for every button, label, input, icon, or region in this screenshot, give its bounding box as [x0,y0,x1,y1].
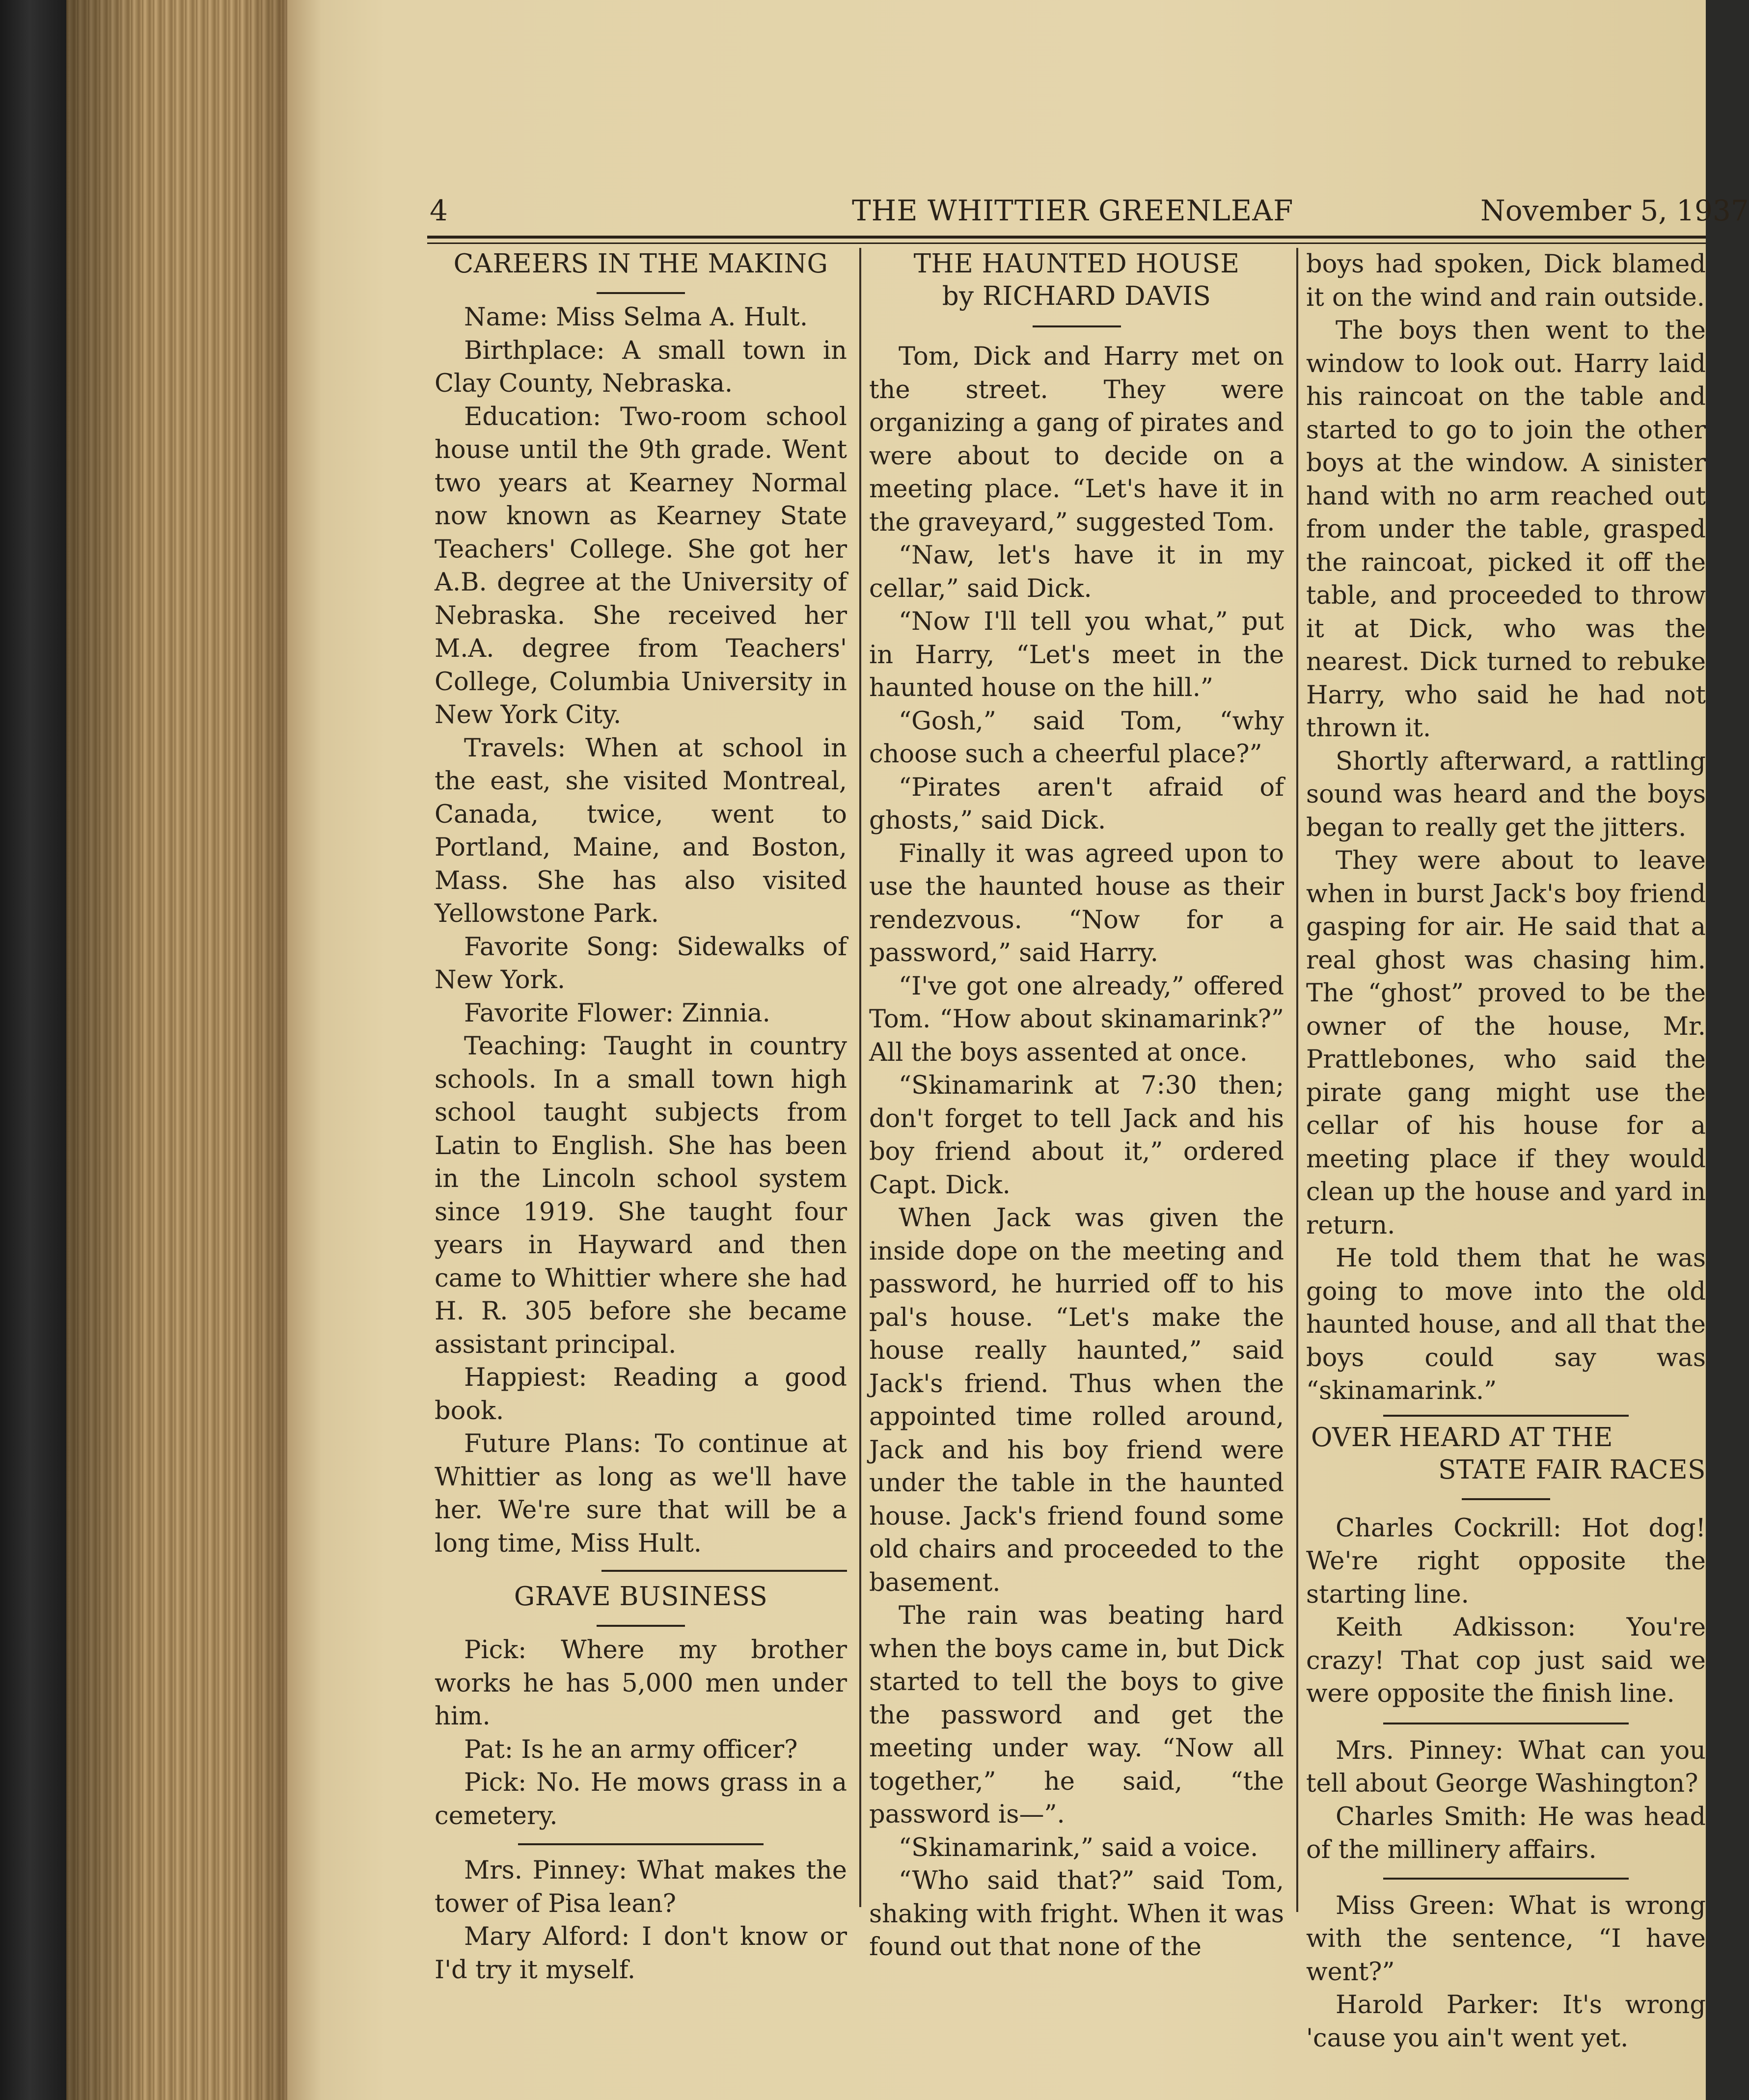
story-paragraph: Tom, Dick and Harry met on the street. They were organizing a gang of pirates and were about to decide on a meeting place. “Let's have it in the graveyard,” suggested Tom. [869,342,1284,537]
story-paragraph: “Pirates aren't afraid of ghosts,” said Dick. [869,773,1284,835]
column-rule [859,248,861,1907]
divider [518,1843,764,1845]
byline: by RICHARD DAVIS [942,281,1211,311]
careers-paragraph: Future Plans: To continue at Whittier as long as we'll have her. We're sure that will be a long time, Miss Hult. [435,1429,847,1558]
story-paragraph: “Skinamarink,” said a voice. [899,1833,1258,1862]
divider [597,1625,685,1627]
column-3 [1306,248,1706,2055]
story-paragraph: The rain was beating hard when the boys came in, but Dick started to tell the boys to give the password and get the meeting under way. “Now all together,” he said, “the password is—”. [869,1601,1284,1829]
grave-business-headline: GRAVE BUSINESS [514,1582,768,1612]
story-paragraph: Finally it was agreed upon to use the haunted house as their rendezvous. “Now for a password,” said Harry. [869,839,1284,968]
story-paragraph: He told them that he was going to move into the old haunted house, and all that the boys could say was “skinamarink.” [1306,1244,1706,1405]
careers-paragraph: Name: Miss Selma A. Hult. [464,303,808,332]
story-paragraph: The boys then went to the window to look out. Harry laid his raincoat on the table and started to go to join the other boys at the window. A sinister hand with no arm reached out from under the table, grasped the raincoat, picked it off the table, and proceeded to throw it at Dick, who was the nearest. Dick turned to rebuke Harry, who said he had not thrown it. [1306,316,1706,743]
column-2 [869,248,1284,1964]
haunted-house-headline: THE HAUNTED HOUSE [913,249,1240,279]
careers-paragraph: Favorite Song: Sidewalks of New York. [435,932,847,995]
careers-paragraph: Happiest: Reading a good book. [435,1363,847,1426]
story-paragraph: They were about to leave when in burst Jack's boy friend gasping for air. He said that a real ghost was chasing him. The “ghost” proved to be the owner of the house, Mr. Prattlebones, who said the pirate gang might use the cellar of his house for a meeting place if they would clean up the house and yard in return. [1306,846,1706,1240]
joke-line: Pick: No. He mows grass in a cemetery. [435,1768,847,1831]
story-paragraph: Shortly afterward, a rattling sound was heard and the boys began to really get the jitters. [1306,747,1706,842]
story-paragraph: “Who said that?” said Tom, shaking with fright. When it was found out that none of the [869,1866,1284,1962]
joke-line: Charles Smith: He was head of the millinery affairs. [1306,1802,1706,1864]
overheard-headline-2: STATE FAIR RACES [1438,1454,1706,1485]
column-rule [1296,248,1298,1912]
header-rule [427,236,1706,239]
careers-headline: CAREERS IN THE MAKING [453,249,828,279]
newspaper-page [287,0,1749,2100]
careers-paragraph: Travels: When at school in the east, she visited Montreal, Canada, twice, went to Portland, Maine, and Boston, Mass. She has also visited Yellowstone Park. [435,733,847,928]
joke-line: Mrs. Pinney: What can you tell about George Washington? [1306,1736,1706,1798]
careers-paragraph: Education: Two-room school house until the 9th grade. Went two years at Kearney Normal now known as Kearney State Teachers' College. She got her A.B. degree at the University of Nebraska. She received her M.A. degree from Teachers' College, Columbia University in New York City. [435,402,847,729]
story-paragraph: “I've got one already,” offered Tom. “How about skinamarink?” All the boys assented at once. [869,971,1284,1067]
joke-line: Charles Cockrill: Hot dog! We're right opposite the starting line. [1306,1513,1706,1609]
issue-date: November 5, 1937 [1480,194,1749,227]
joke-line: Harold Parker: It's wrong 'cause you ain't went yet. [1306,1991,1706,2053]
column-1 [435,248,847,1987]
page-edges [66,0,287,2100]
joke-line: Keith Adkisson: You're crazy! That cop just said we were opposite the finish line. [1306,1613,1706,1708]
masthead: THE WHITTIER GREENLEAF [852,194,1294,227]
divider [1383,1878,1629,1880]
joke-line: Mary Alford: I don't know or I'd try it myself. [435,1922,847,1985]
overheard-headline: OVER HEARD AT THE [1311,1422,1613,1453]
divider [1383,1723,1629,1724]
story-paragraph: boys had spoken, Dick blamed it on the wind and rain outside. [1306,250,1706,312]
joke-line: Mrs. Pinney: What makes the tower of Pisa lean? [435,1856,847,1918]
divider [1462,1498,1550,1500]
careers-paragraph: Birthplace: A small town in Clay County, Nebraska. [435,336,847,398]
story-paragraph: “Skinamarink at 7:30 then; don't forget to tell Jack and his boy friend about it,” ordered Capt. Dick. [869,1071,1284,1200]
joke-line: Pat: Is he an army officer? [464,1735,798,1764]
careers-paragraph: Favorite Flower: Zinnia. [464,998,770,1028]
careers-paragraph: Teaching: Taught in country schools. In a small town high school taught subjects from Latin to English. She has been in the Lincoln school system since 1919. She taught four years in Hayward and then came to Whittier where she had H. R. 305 before she became assistant principal. [435,1032,847,1359]
story-paragraph: When Jack was given the inside dope on the meeting and password, he hurried off to his pal's house. “Let's make the house really haunted,” said Jack's friend. Thus when the appointed time rolled around, Jack and his boy friend were under the table in the haunted house. Jack's friend found some old chairs and proceeded to the basement. [869,1204,1284,1597]
story-paragraph: “Now I'll tell you what,” put in Harry, “Let's meet in the haunted house on the hill.” [869,607,1284,702]
divider [1033,325,1121,327]
joke-line: Miss Green: What is wrong with the sentence, “I have went?” [1306,1891,1706,1987]
divider [1383,1415,1629,1417]
book-binding [0,0,66,2100]
page-header [287,194,1749,238]
story-paragraph: “Naw, let's have it in my cellar,” said Dick. [869,541,1284,603]
joke-line: Pick: Where my brother works he has 5,000 men under him. [435,1636,847,1731]
header-rule-thin [427,242,1706,244]
divider [597,292,685,294]
story-paragraph: “Gosh,” said Tom, “why choose such a cheerful place?” [869,706,1284,769]
page-number: 4 [430,194,448,227]
divider [601,1570,847,1572]
